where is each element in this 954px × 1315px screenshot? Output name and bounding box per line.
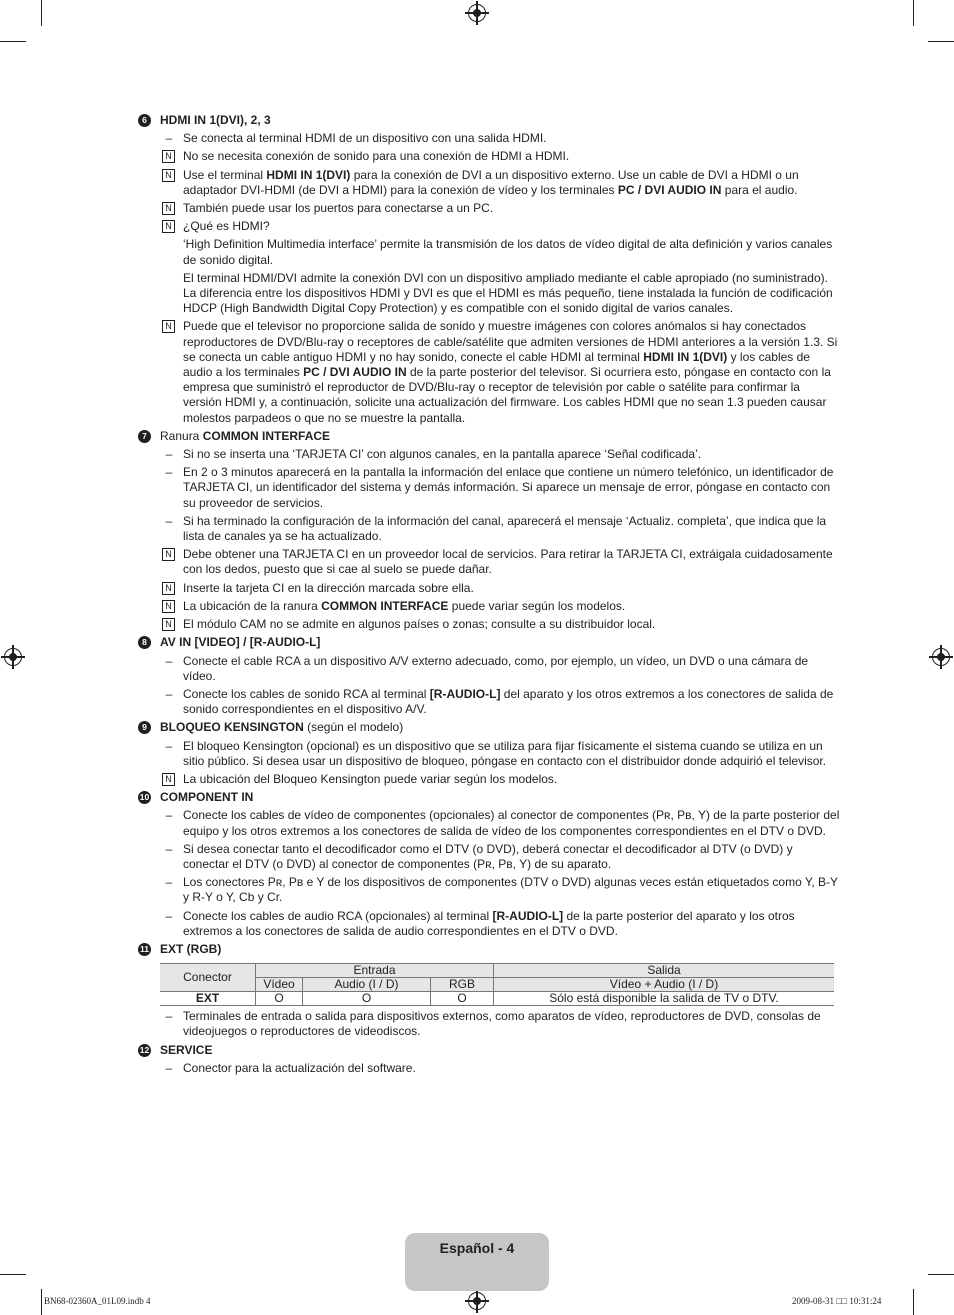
table-header-rgb: RGB bbox=[431, 978, 494, 992]
dash-bullet: – bbox=[165, 686, 173, 701]
dash-bullet: – bbox=[165, 841, 173, 856]
item-text: Terminales de entrada o salida para dispositivos externos, como aparatos de vídeo, reproductores de DVD, consolas de videojuegos o reproductores de videodiscos. bbox=[183, 1009, 821, 1039]
section-title bbox=[160, 113, 840, 128]
section-number-icon: 9 bbox=[138, 721, 151, 734]
note-item bbox=[138, 599, 840, 614]
section-title-suffix: (según el modelo) bbox=[303, 720, 404, 735]
item-text: Conecte los cables de audio RCA (opcionales) al terminal bbox=[183, 908, 493, 923]
note-item bbox=[138, 617, 840, 632]
item-text: También puede usar los puertos para conectarse a un PC. bbox=[183, 201, 494, 216]
section-12 bbox=[138, 1043, 840, 1058]
item-text: Puede que el televisor no proporcione salida de sonido y muestre imágenes con colores anómalos si hay conectados reproductores de DVD/Blu-ray o receptores de cable/satélite que admiten versiones de HDMI anteriores a la versión 1.3. Si se conecta un cable antiguo HDMI y no hay sonido, conecte el cable HDMI al terminal bbox=[183, 319, 838, 364]
item-text: El bloqueo Kensington (opcional) es un dispositivo que se utiliza para fijar físicamente el sistema cuando se utiliza en un sitio público. Si desea usar un dispositivo de bloqueo, póngase en contacto con el distribuidor donde adquirió el televisor. bbox=[183, 738, 827, 768]
section-number-icon: 6 bbox=[138, 114, 151, 127]
page-label-text: Español - 4 bbox=[439, 1240, 515, 1256]
bold-term: HDMI IN 1(DVI) bbox=[266, 167, 351, 182]
page-label bbox=[405, 1233, 549, 1291]
item-text: Use el terminal bbox=[183, 167, 267, 182]
dash-item bbox=[138, 1061, 840, 1076]
item-text: para el audio. bbox=[721, 182, 798, 197]
dash-bullet: – bbox=[165, 465, 173, 480]
item-text: La ubicación del Bloqueo Kensington puede variar según los modelos. bbox=[183, 771, 558, 786]
bold-term: PC / DVI AUDIO IN bbox=[617, 182, 722, 197]
section-title-bold: COMMON INTERFACE bbox=[202, 428, 331, 443]
crop-mark-bl-h bbox=[0, 1274, 26, 1275]
section-title bbox=[160, 720, 840, 735]
table-header-salida-sub: Vídeo + Audio (I / D) bbox=[494, 978, 835, 992]
note-subparagraph: El terminal HDMI/DVI admite la conexión DVI con un dispositivo ampliado mediante el cable apropiado (no suministrado). La diferencia entre los dispositivos HDMI y DVI es que el HDMI es más pequeño, tiene instalada la función de codificación HDCP (High Bandwidth Digital Copy Protection) y es compatible con el sonido digital de varios canales. bbox=[183, 270, 833, 316]
item-text: No se necesita conexión de sonido para una conexión de HDMI a HDMI. bbox=[183, 149, 570, 164]
section-title bbox=[160, 1043, 840, 1058]
dash-bullet: – bbox=[165, 808, 173, 823]
table-header-video: Vídeo bbox=[256, 978, 303, 992]
item-text: del aparato y los otros extremos a los conectores de salida de sonido correspondientes en el dispositivo A/V. bbox=[183, 686, 834, 717]
manual-content bbox=[138, 110, 840, 1076]
item-text: ¿Qué es HDMI? bbox=[183, 219, 270, 234]
crop-mark-br-h bbox=[928, 1274, 954, 1275]
dash-bullet: – bbox=[165, 875, 173, 890]
item-text: Si ha terminado la configuración de la información del canal, aparecerá el mensaje ‘Actualiz. completa’, que indica que la lista de canales ya se ha actualizado. bbox=[183, 513, 827, 544]
item-text: de la parte posterior del aparato y los otros extremos a los conectores de salida de audio correspondientes en el DTV o DVD. bbox=[183, 908, 795, 938]
table-cell-rgb: O bbox=[431, 992, 494, 1006]
note-item bbox=[138, 219, 840, 234]
dash-bullet: – bbox=[165, 131, 173, 146]
section-11 bbox=[138, 942, 840, 957]
section-8 bbox=[138, 635, 840, 650]
note-item bbox=[138, 581, 840, 596]
footer-timestamp: 2009-08-31 □□ 10:31:24 bbox=[792, 1296, 882, 1306]
section-title-bold: AV IN [VIDEO] / [R-AUDIO-L] bbox=[160, 635, 321, 650]
section-title-bold: EXT (RGB) bbox=[160, 941, 222, 956]
crop-mark-tr-v bbox=[913, 0, 914, 26]
dash-bullet: – bbox=[165, 653, 173, 668]
item-text: En 2 o 3 minutos aparecerá en la pantalla la información del enlace que contiene un número telefónico, un identificador de TARJETA CI, un identificador del sistema y demás información. Si aparece un mensaje de error, póngase en contacto con su proveedor de servicios. bbox=[183, 465, 834, 510]
section-title bbox=[160, 429, 840, 444]
table-header-entrada: Entrada bbox=[256, 964, 494, 978]
note-item bbox=[138, 201, 840, 216]
dash-item bbox=[138, 514, 840, 544]
note-item bbox=[138, 772, 840, 787]
dash-bullet: – bbox=[165, 513, 173, 528]
dash-bullet: – bbox=[165, 908, 173, 923]
crop-mark-tl-v bbox=[41, 0, 42, 26]
item-text: puede variar según los modelos. bbox=[448, 598, 626, 613]
table-cell-audio: O bbox=[303, 992, 431, 1006]
bold-term: COMMON INTERFACE bbox=[321, 598, 449, 613]
dash-item bbox=[138, 909, 840, 939]
dash-item bbox=[138, 808, 840, 838]
note-icon: N bbox=[162, 618, 175, 631]
crop-mark-tl-h bbox=[0, 41, 26, 42]
section-title-bold: BLOQUEO KENSINGTON bbox=[160, 720, 304, 735]
section-title bbox=[160, 635, 840, 650]
item-text: y los cables de audio a los terminales bbox=[183, 349, 810, 380]
footer-file: BN68-02360A_01L09.indb 4 bbox=[44, 1296, 151, 1306]
dash-item bbox=[138, 465, 840, 511]
item-text: Debe obtener una TARJETA CI en un proveedor local de servicios. Para retirar la TARJETA CI, extráigala cuidadosamente con los dedos, puesto que si cae al suelo se puede dañar. bbox=[183, 547, 833, 577]
table-header-salida: Salida bbox=[494, 964, 835, 978]
item-text: Inserte la tarjeta CI en la dirección marcada sobre ella. bbox=[183, 580, 474, 595]
section-title-bold: HDMI IN 1(DVI), 2, 3 bbox=[160, 113, 271, 127]
section-title bbox=[160, 790, 840, 805]
bold-term: [R-AUDIO-L] bbox=[492, 908, 564, 923]
crop-mark-bl-v bbox=[41, 1289, 42, 1315]
note-item bbox=[138, 547, 840, 577]
dash-item bbox=[138, 654, 840, 684]
dash-bullet: – bbox=[165, 1009, 173, 1024]
item-text: de la parte posterior del televisor. Si ocurriera esto, póngase en contacto con la empresa que suministró el reproductor de DVD/Blu-ray o receptor de televisión por cable o satélite para confirmar la versión HDMI y, a continuación, solicite una actualización del firmware. Los cables HDMI que no sean 1.3 pueden causar molestos parpadeos o que no se muestre la pantalla. bbox=[183, 365, 831, 425]
table-row bbox=[160, 992, 834, 1006]
note-icon: N bbox=[162, 169, 175, 182]
item-text: Conecte el cable RCA a un dispositivo A/V externo adecuado, como, por ejemplo, un vídeo, un DVD o una cámara de vídeo. bbox=[183, 653, 809, 683]
registration-mark-top-icon bbox=[468, 4, 486, 22]
section-number-icon: 12 bbox=[139, 1044, 150, 1055]
item-text: El módulo CAM no se admite en algunos países o zonas; consulte a su distribuidor local. bbox=[183, 617, 656, 632]
item-text: Conecte los cables de sonido RCA al terminal bbox=[183, 686, 430, 701]
registration-mark-left-icon bbox=[4, 648, 22, 666]
section-6 bbox=[138, 113, 840, 128]
note-item bbox=[138, 149, 840, 164]
section-title-bold: SERVICE bbox=[160, 1042, 213, 1057]
dash-item bbox=[138, 842, 840, 872]
note-icon: N bbox=[162, 320, 175, 333]
dash-item bbox=[138, 447, 840, 462]
section-number-icon: 11 bbox=[140, 943, 149, 954]
note-icon: N bbox=[162, 220, 175, 233]
dash-item bbox=[138, 875, 840, 905]
ext-connector-table bbox=[160, 963, 834, 1006]
item-text: Conector para la actualización del software. bbox=[183, 1060, 416, 1075]
item-text: Conecte los cables de vídeo de componentes (opcionales) al conector de componentes (Pʀ, Pʙ, Y) de la parte posterior del equipo y los otros extremos a los conectores de salida de vídeo de los componentes correspondientes en el DTV o DVD. bbox=[183, 808, 840, 838]
section-10 bbox=[138, 790, 840, 805]
note-icon: N bbox=[162, 548, 175, 561]
table-header-conector: Conector bbox=[160, 964, 256, 992]
item-text: La ubicación de la ranura bbox=[183, 598, 322, 613]
table-row bbox=[160, 978, 834, 992]
note-icon: N bbox=[162, 773, 175, 786]
table-cell-salida: Sólo está disponible la salida de TV o DTV. bbox=[494, 992, 835, 1006]
section-title-plain: Ranura bbox=[160, 428, 203, 443]
crop-mark-br-v bbox=[913, 1289, 914, 1315]
dash-bullet: – bbox=[165, 738, 173, 753]
table-row-label: EXT bbox=[160, 992, 256, 1006]
note-item bbox=[138, 168, 840, 198]
registration-mark-right-icon bbox=[932, 648, 950, 666]
item-text: Si no se inserta una ‘TARJETA CI’ con algunos canales, en la pantalla aparece ‘Señal codificada’. bbox=[183, 447, 702, 462]
note-icon: N bbox=[162, 600, 175, 613]
section-title bbox=[160, 942, 840, 957]
dash-item bbox=[138, 1009, 840, 1039]
section-number-icon: 7 bbox=[138, 430, 151, 443]
item-text: Se conecta al terminal HDMI de un dispositivo con una salida HDMI. bbox=[183, 131, 547, 146]
section-title-bold: COMPONENT IN bbox=[160, 790, 254, 805]
note-subparagraph: ‘High Definition Multimedia interface’ permite la transmisión de los datos de vídeo digital de alta definición y varios canales de sonido digital. bbox=[183, 237, 833, 267]
section-7 bbox=[138, 429, 840, 444]
dash-item bbox=[138, 131, 840, 146]
item-text: para la conexión de DVI a un dispositivo externo. Use un cable de DVI a HDMI o un adaptador DVI-HDMI (de DVI a HDMI) para la conexión de vídeo y los terminales bbox=[183, 167, 799, 197]
registration-mark-bottom-icon bbox=[468, 1292, 486, 1310]
crop-mark-tr-h bbox=[928, 41, 954, 42]
item-text: Si desea conectar tanto el decodificador como el DTV (o DVD), deberá conectar el decodificador al DTV (o DVD) y conectar el DTV (o DVD) al conector de componentes (Pʀ, Pʙ, Y) de su aparato. bbox=[183, 841, 793, 871]
note-icon: N bbox=[162, 150, 175, 163]
item-text: Los conectores Pʀ, Pʙ e Y de los dispositivos de componentes (DTV o DVD) algunas veces están etiquetados como Y, B-Y y R-Y o Y, Cb y Cr. bbox=[183, 875, 838, 905]
dash-item bbox=[138, 739, 840, 769]
bold-term: PC / DVI AUDIO IN bbox=[303, 365, 407, 380]
section-9 bbox=[138, 720, 840, 735]
table-row bbox=[160, 964, 834, 978]
table-header-audio: Audio (I / D) bbox=[303, 978, 431, 992]
bold-term: [R-AUDIO-L] bbox=[429, 686, 501, 701]
section-number-icon: 8 bbox=[138, 636, 151, 649]
note-item bbox=[138, 319, 840, 425]
dash-item bbox=[138, 687, 840, 717]
dash-bullet: – bbox=[165, 447, 173, 462]
note-icon: N bbox=[162, 582, 175, 595]
dash-bullet: – bbox=[165, 1060, 173, 1075]
section-number-icon: 10 bbox=[139, 792, 150, 803]
bold-term: HDMI IN 1(DVI) bbox=[643, 349, 728, 364]
note-icon: N bbox=[162, 202, 175, 215]
table-cell-video: O bbox=[256, 992, 303, 1006]
